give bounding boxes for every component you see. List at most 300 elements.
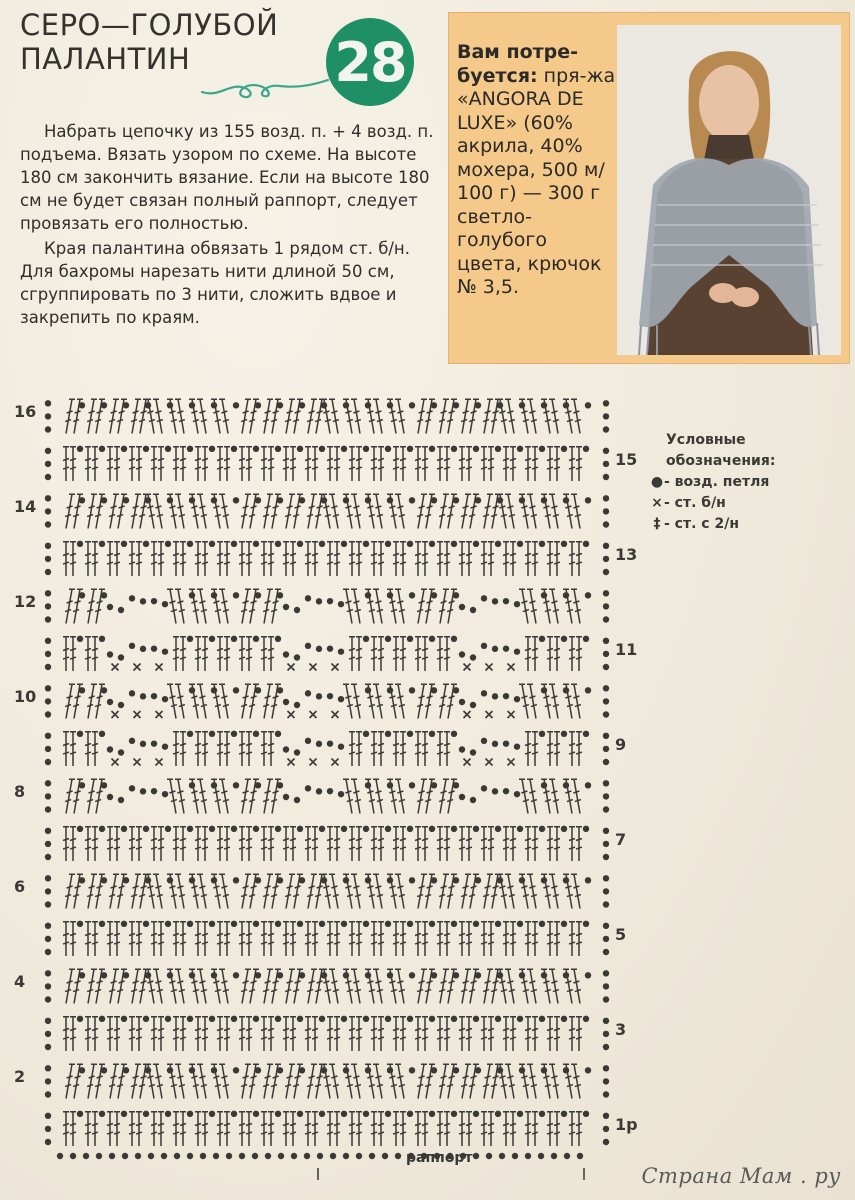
chain-stitch-mark bbox=[451, 636, 457, 642]
double-treble-mark bbox=[356, 447, 362, 481]
double-treble-mark bbox=[173, 1017, 179, 1051]
double-treble-mark bbox=[65, 494, 75, 528]
chain-stitch-mark bbox=[231, 446, 237, 452]
double-treble-mark bbox=[547, 542, 553, 576]
chain-stitch-mark bbox=[503, 645, 509, 651]
double-treble-mark bbox=[109, 494, 119, 528]
chain-stitch-mark bbox=[129, 690, 135, 696]
chain-stitch-mark bbox=[255, 592, 261, 598]
chain-stitch-mark bbox=[492, 741, 498, 747]
double-treble-mark bbox=[167, 589, 177, 623]
chain-stitch-mark bbox=[305, 690, 311, 696]
chain-stitch-mark bbox=[162, 601, 168, 607]
double-treble-mark bbox=[175, 589, 185, 623]
chain-stitch-mark bbox=[143, 826, 149, 832]
double-treble-mark bbox=[415, 447, 421, 481]
single-crochet-mark bbox=[288, 664, 295, 671]
chain-stitch-mark bbox=[338, 791, 344, 797]
chain-stitch-mark bbox=[603, 875, 609, 881]
double-treble-mark bbox=[263, 494, 273, 528]
double-treble-mark bbox=[285, 494, 295, 528]
double-treble-mark bbox=[224, 1017, 230, 1051]
double-treble-mark bbox=[239, 922, 245, 956]
chain-stitch-mark bbox=[213, 1153, 219, 1159]
double-treble-mark bbox=[109, 969, 119, 1003]
double-treble-mark bbox=[527, 494, 537, 528]
chain-stitch-mark bbox=[277, 1067, 283, 1073]
double-treble-mark bbox=[153, 1064, 163, 1098]
double-treble-mark bbox=[136, 1112, 142, 1146]
chain-stitch-mark bbox=[165, 826, 171, 832]
chain-stitch-mark bbox=[603, 746, 609, 752]
chain-stitch-mark bbox=[561, 826, 567, 832]
double-treble-mark bbox=[525, 447, 531, 481]
double-treble-mark bbox=[549, 684, 559, 718]
chain-stitch-mark bbox=[316, 693, 322, 699]
double-treble-mark bbox=[371, 637, 377, 671]
double-treble-mark bbox=[239, 1017, 245, 1051]
chain-stitch-mark bbox=[200, 1153, 206, 1159]
chain-stitch-mark bbox=[187, 1153, 193, 1159]
double-treble-mark bbox=[173, 637, 179, 671]
chain-stitch-mark bbox=[319, 541, 325, 547]
double-treble-mark bbox=[173, 827, 179, 861]
double-treble-mark bbox=[547, 637, 553, 671]
chain-stitch-mark bbox=[255, 402, 261, 408]
chain-stitch-mark bbox=[233, 782, 239, 788]
double-treble-mark bbox=[527, 779, 537, 813]
chain-stitch-mark bbox=[431, 972, 437, 978]
chain-stitch-mark bbox=[45, 780, 51, 786]
chain-stitch-mark bbox=[101, 592, 107, 598]
chain-stitch-mark bbox=[278, 1153, 284, 1159]
chain-stitch-mark bbox=[327, 693, 333, 699]
double-treble-mark bbox=[158, 447, 164, 481]
double-treble-mark bbox=[466, 922, 472, 956]
single-crochet-mark bbox=[464, 759, 471, 766]
double-treble-mark bbox=[224, 542, 230, 576]
double-treble-mark bbox=[307, 969, 317, 1003]
double-treble-mark bbox=[305, 1017, 311, 1051]
double-treble-mark bbox=[373, 779, 383, 813]
chain-stitch-mark bbox=[317, 1153, 323, 1159]
double-treble-mark bbox=[400, 447, 406, 481]
double-treble-mark bbox=[481, 1112, 487, 1146]
chain-stitch-mark bbox=[475, 972, 481, 978]
chain-stitch-mark bbox=[459, 651, 465, 657]
double-treble-mark bbox=[246, 542, 252, 576]
double-treble-mark bbox=[378, 542, 384, 576]
double-treble-mark bbox=[549, 779, 559, 813]
chain-stitch-mark bbox=[162, 648, 168, 654]
chain-stitch-mark bbox=[294, 654, 300, 660]
double-treble-mark bbox=[378, 732, 384, 766]
double-treble-mark bbox=[349, 1017, 355, 1051]
chain-stitch-mark bbox=[561, 921, 567, 927]
double-treble-mark bbox=[527, 874, 537, 908]
double-treble-mark bbox=[151, 922, 157, 956]
double-treble-mark bbox=[224, 827, 230, 861]
chain-stitch-mark bbox=[583, 731, 589, 737]
chain-stitch-mark bbox=[231, 826, 237, 832]
double-treble-mark bbox=[400, 922, 406, 956]
double-treble-mark bbox=[180, 542, 186, 576]
double-treble-mark bbox=[549, 1064, 559, 1098]
double-treble-mark bbox=[114, 922, 120, 956]
chain-stitch-mark bbox=[299, 402, 305, 408]
chain-stitch-mark bbox=[151, 693, 157, 699]
chain-stitch-mark bbox=[140, 788, 146, 794]
double-treble-mark bbox=[481, 542, 487, 576]
chain-stitch-mark bbox=[539, 1111, 545, 1117]
double-treble-mark bbox=[87, 874, 97, 908]
double-treble-mark bbox=[422, 447, 428, 481]
double-treble-mark bbox=[483, 874, 493, 908]
chain-stitch-mark bbox=[79, 972, 85, 978]
double-treble-mark bbox=[459, 827, 465, 861]
double-treble-mark bbox=[239, 827, 245, 861]
double-treble-mark bbox=[576, 922, 582, 956]
single-crochet-mark bbox=[112, 664, 119, 671]
chain-stitch-mark bbox=[473, 1111, 479, 1117]
chain-stitch-mark bbox=[96, 1153, 102, 1159]
supplies-box bbox=[448, 12, 850, 364]
chain-stitch-mark bbox=[140, 646, 146, 652]
double-treble-mark bbox=[85, 732, 91, 766]
double-treble-mark bbox=[195, 637, 201, 671]
double-treble-mark bbox=[371, 827, 377, 861]
double-treble-mark bbox=[488, 447, 494, 481]
chain-stitch-mark bbox=[395, 1153, 401, 1159]
supplies-text bbox=[457, 41, 617, 300]
double-treble-mark bbox=[400, 542, 406, 576]
chain-stitch-mark bbox=[363, 446, 369, 452]
double-treble-mark bbox=[131, 1064, 141, 1098]
chain-stitch-mark bbox=[277, 687, 283, 693]
chain-stitch-mark bbox=[231, 1016, 237, 1022]
chain-stitch-mark bbox=[79, 877, 85, 883]
double-treble-mark bbox=[136, 542, 142, 576]
chain-stitch-mark bbox=[481, 643, 487, 649]
chain-stitch-mark bbox=[341, 446, 347, 452]
chain-stitch-mark bbox=[341, 826, 347, 832]
chain-stitch-mark bbox=[162, 743, 168, 749]
chain-stitch-mark bbox=[409, 782, 415, 788]
chain-stitch-mark bbox=[431, 402, 437, 408]
double-treble-mark bbox=[532, 827, 538, 861]
double-treble-mark bbox=[263, 779, 273, 813]
chain-stitch-mark bbox=[123, 877, 129, 883]
chain-stitch-mark bbox=[429, 1111, 435, 1117]
chain-stitch-mark bbox=[253, 921, 259, 927]
chain-stitch-mark bbox=[369, 1153, 375, 1159]
double-treble-mark bbox=[483, 969, 493, 1003]
double-treble-mark bbox=[305, 542, 311, 576]
double-treble-mark bbox=[175, 1064, 185, 1098]
double-treble-mark bbox=[217, 637, 223, 671]
chain-stitch-mark bbox=[429, 541, 435, 547]
double-treble-mark bbox=[519, 589, 529, 623]
chain-stitch-mark bbox=[341, 1111, 347, 1117]
chain-stitch-mark bbox=[275, 636, 281, 642]
chain-stitch-mark bbox=[407, 446, 413, 452]
chain-stitch-mark bbox=[299, 972, 305, 978]
double-treble-mark bbox=[510, 1017, 516, 1051]
chain-stitch-mark bbox=[338, 696, 344, 702]
double-treble-mark bbox=[395, 684, 405, 718]
chain-stitch-mark bbox=[305, 785, 311, 791]
double-treble-mark bbox=[307, 1064, 317, 1098]
double-treble-mark bbox=[329, 494, 339, 528]
double-treble-mark bbox=[239, 542, 245, 576]
double-treble-mark bbox=[576, 637, 582, 671]
double-treble-mark bbox=[285, 1064, 295, 1098]
chain-stitch-mark bbox=[385, 636, 391, 642]
chain-stitch-mark bbox=[564, 1153, 570, 1159]
single-crochet-mark bbox=[112, 759, 119, 766]
chain-stitch-mark bbox=[101, 1067, 107, 1073]
chain-stitch-mark bbox=[517, 1111, 523, 1117]
double-treble-mark bbox=[569, 447, 575, 481]
chain-stitch-mark bbox=[473, 1016, 479, 1022]
double-treble-mark bbox=[129, 542, 135, 576]
chain-stitch-mark bbox=[603, 923, 609, 929]
double-treble-mark bbox=[219, 969, 229, 1003]
chain-stitch-mark bbox=[101, 687, 107, 693]
double-treble-mark bbox=[307, 874, 317, 908]
single-crochet-mark bbox=[508, 759, 515, 766]
double-treble-mark bbox=[439, 874, 449, 908]
double-treble-mark bbox=[415, 542, 421, 576]
chain-stitch-mark bbox=[583, 1111, 589, 1117]
chain-stitch-mark bbox=[45, 1065, 51, 1071]
double-treble-mark bbox=[283, 922, 289, 956]
double-treble-mark bbox=[527, 399, 537, 433]
double-treble-mark bbox=[224, 732, 230, 766]
chain-stitch-mark bbox=[45, 923, 51, 929]
double-treble-mark bbox=[136, 827, 142, 861]
double-treble-mark bbox=[87, 399, 97, 433]
double-treble-mark bbox=[422, 732, 428, 766]
chain-stitch-mark bbox=[118, 702, 124, 708]
double-treble-mark bbox=[483, 494, 493, 528]
double-treble-mark bbox=[439, 684, 449, 718]
chain-stitch-mark bbox=[603, 664, 609, 670]
chain-stitch-mark bbox=[45, 474, 51, 480]
double-treble-mark bbox=[549, 494, 559, 528]
chain-stitch-mark bbox=[585, 497, 591, 503]
double-treble-mark bbox=[283, 1017, 289, 1051]
chain-stitch-mark bbox=[299, 1067, 305, 1073]
double-treble-mark bbox=[415, 1112, 421, 1146]
double-treble-mark bbox=[547, 827, 553, 861]
double-treble-mark bbox=[371, 922, 377, 956]
chain-stitch-mark bbox=[165, 1016, 171, 1022]
chain-stitch-mark bbox=[603, 1091, 609, 1097]
double-treble-mark bbox=[554, 447, 560, 481]
double-treble-mark bbox=[195, 922, 201, 956]
chain-stitch-mark bbox=[327, 740, 333, 746]
chain-stitch-mark bbox=[409, 687, 415, 693]
double-treble-mark bbox=[459, 447, 465, 481]
chain-stitch-mark bbox=[99, 446, 105, 452]
double-treble-mark bbox=[202, 922, 208, 956]
chain-stitch-mark bbox=[603, 1078, 609, 1084]
double-treble-mark bbox=[510, 1112, 516, 1146]
chain-stitch-mark bbox=[603, 1018, 609, 1024]
double-treble-mark bbox=[356, 637, 362, 671]
double-treble-mark bbox=[532, 1112, 538, 1146]
double-treble-mark bbox=[217, 1017, 223, 1051]
chain-stitch-mark bbox=[431, 687, 437, 693]
single-crochet-mark bbox=[464, 711, 471, 718]
chain-stitch-mark bbox=[603, 1113, 609, 1119]
double-treble-mark bbox=[439, 969, 449, 1003]
double-treble-mark bbox=[70, 922, 76, 956]
chain-stitch-mark bbox=[255, 497, 261, 503]
single-crochet-mark bbox=[310, 711, 317, 718]
double-treble-mark bbox=[395, 779, 405, 813]
chain-stitch-mark bbox=[275, 826, 281, 832]
double-treble-mark bbox=[327, 922, 333, 956]
double-treble-mark bbox=[351, 1064, 361, 1098]
double-treble-mark bbox=[437, 447, 443, 481]
chain-stitch-mark bbox=[121, 826, 127, 832]
chain-stitch-mark bbox=[45, 638, 51, 644]
chain-stitch-mark bbox=[101, 402, 107, 408]
chain-stitch-mark bbox=[275, 1111, 281, 1117]
chain-stitch-mark bbox=[275, 731, 281, 737]
chain-stitch-mark bbox=[305, 595, 311, 601]
double-treble-mark bbox=[525, 1017, 531, 1051]
chain-stitch-mark bbox=[382, 1153, 388, 1159]
double-treble-mark bbox=[283, 827, 289, 861]
double-treble-mark bbox=[351, 399, 361, 433]
chain-stitch-mark bbox=[431, 1067, 437, 1073]
double-treble-mark bbox=[151, 1112, 157, 1146]
double-treble-icon: ‡ bbox=[653, 516, 661, 532]
chain-stitch-mark bbox=[187, 1111, 193, 1117]
double-treble-mark bbox=[263, 1064, 273, 1098]
double-treble-mark bbox=[371, 1017, 377, 1051]
double-treble-mark bbox=[285, 969, 295, 1003]
double-treble-mark bbox=[305, 922, 311, 956]
double-treble-mark bbox=[437, 1112, 443, 1146]
double-treble-mark bbox=[307, 399, 317, 433]
chain-stitch-mark bbox=[539, 1016, 545, 1022]
double-treble-mark bbox=[571, 399, 581, 433]
chain-stitch-mark bbox=[451, 1111, 457, 1117]
double-treble-mark bbox=[173, 922, 179, 956]
double-treble-mark bbox=[239, 732, 245, 766]
double-treble-mark bbox=[65, 684, 75, 718]
double-treble-mark bbox=[569, 1017, 575, 1051]
double-treble-mark bbox=[131, 399, 141, 433]
double-treble-mark bbox=[217, 827, 223, 861]
chain-stitch-mark bbox=[255, 972, 261, 978]
double-treble-mark bbox=[263, 589, 273, 623]
instructions-text bbox=[20, 120, 440, 329]
chain-stitch-mark bbox=[123, 402, 129, 408]
chain-stitch-mark bbox=[316, 741, 322, 747]
double-treble-mark bbox=[87, 779, 97, 813]
double-treble-mark bbox=[167, 779, 177, 813]
chain-stitch-mark bbox=[453, 972, 459, 978]
chain-stitch-mark bbox=[561, 1111, 567, 1117]
chain-stitch-mark bbox=[305, 738, 311, 744]
double-treble-mark bbox=[417, 494, 427, 528]
chain-stitch-mark bbox=[429, 446, 435, 452]
chain-stitch-mark bbox=[121, 921, 127, 927]
single-crochet-mark bbox=[310, 759, 317, 766]
chain-stitch-mark bbox=[253, 636, 259, 642]
double-treble-mark bbox=[461, 494, 471, 528]
chain-stitch-mark bbox=[603, 711, 609, 717]
double-treble-mark bbox=[87, 969, 97, 1003]
chain-stitch-mark bbox=[107, 651, 113, 657]
chain-stitch-mark bbox=[503, 788, 509, 794]
chain-stitch-mark bbox=[45, 806, 51, 812]
double-treble-mark bbox=[444, 1017, 450, 1051]
double-treble-mark bbox=[439, 1064, 449, 1098]
chain-stitch-mark bbox=[45, 983, 51, 989]
double-treble-mark bbox=[400, 637, 406, 671]
double-treble-mark bbox=[395, 589, 405, 623]
chain-stitch-mark bbox=[583, 541, 589, 547]
chain-stitch-mark bbox=[327, 645, 333, 651]
chain-stitch-mark bbox=[492, 646, 498, 652]
double-treble-mark bbox=[261, 827, 267, 861]
chain-stitch-mark bbox=[409, 592, 415, 598]
chain-stitch-mark bbox=[429, 636, 435, 642]
chain-stitch-mark bbox=[165, 1111, 171, 1117]
chain-stitch-mark bbox=[451, 541, 457, 547]
chain-stitch-mark bbox=[77, 1111, 83, 1117]
row-label: 6 bbox=[14, 877, 26, 897]
chain-stitch-mark bbox=[118, 654, 124, 660]
legend-item-chain bbox=[650, 472, 850, 493]
double-treble-mark bbox=[70, 447, 76, 481]
double-treble-mark bbox=[554, 1112, 560, 1146]
double-treble-mark bbox=[488, 1017, 494, 1051]
chain-stitch-mark bbox=[473, 1153, 479, 1159]
double-treble-mark bbox=[92, 827, 98, 861]
chain-stitch-mark bbox=[151, 788, 157, 794]
double-treble-mark bbox=[92, 1017, 98, 1051]
chain-stitch-mark bbox=[209, 1016, 215, 1022]
double-treble-mark bbox=[85, 637, 91, 671]
chain-stitch-mark bbox=[135, 1153, 141, 1159]
double-treble-mark bbox=[481, 447, 487, 481]
double-treble-mark bbox=[268, 732, 274, 766]
chain-stitch-mark bbox=[77, 1016, 83, 1022]
chain-stitch-mark bbox=[45, 1139, 51, 1145]
chain-stitch-mark bbox=[45, 888, 51, 894]
double-treble-mark bbox=[114, 542, 120, 576]
double-treble-mark bbox=[195, 732, 201, 766]
chain-stitch-mark bbox=[70, 1153, 76, 1159]
row-label: 13 bbox=[615, 544, 638, 564]
double-treble-mark bbox=[65, 1064, 75, 1098]
double-treble-mark bbox=[444, 732, 450, 766]
double-treble-mark bbox=[371, 732, 377, 766]
chain-stitch-mark bbox=[583, 1016, 589, 1022]
double-treble-mark bbox=[70, 1112, 76, 1146]
chain-stitch-mark bbox=[343, 1153, 349, 1159]
chain-stitch-mark bbox=[459, 699, 465, 705]
chain-stitch-mark bbox=[45, 426, 51, 432]
chain-stitch-mark bbox=[319, 921, 325, 927]
